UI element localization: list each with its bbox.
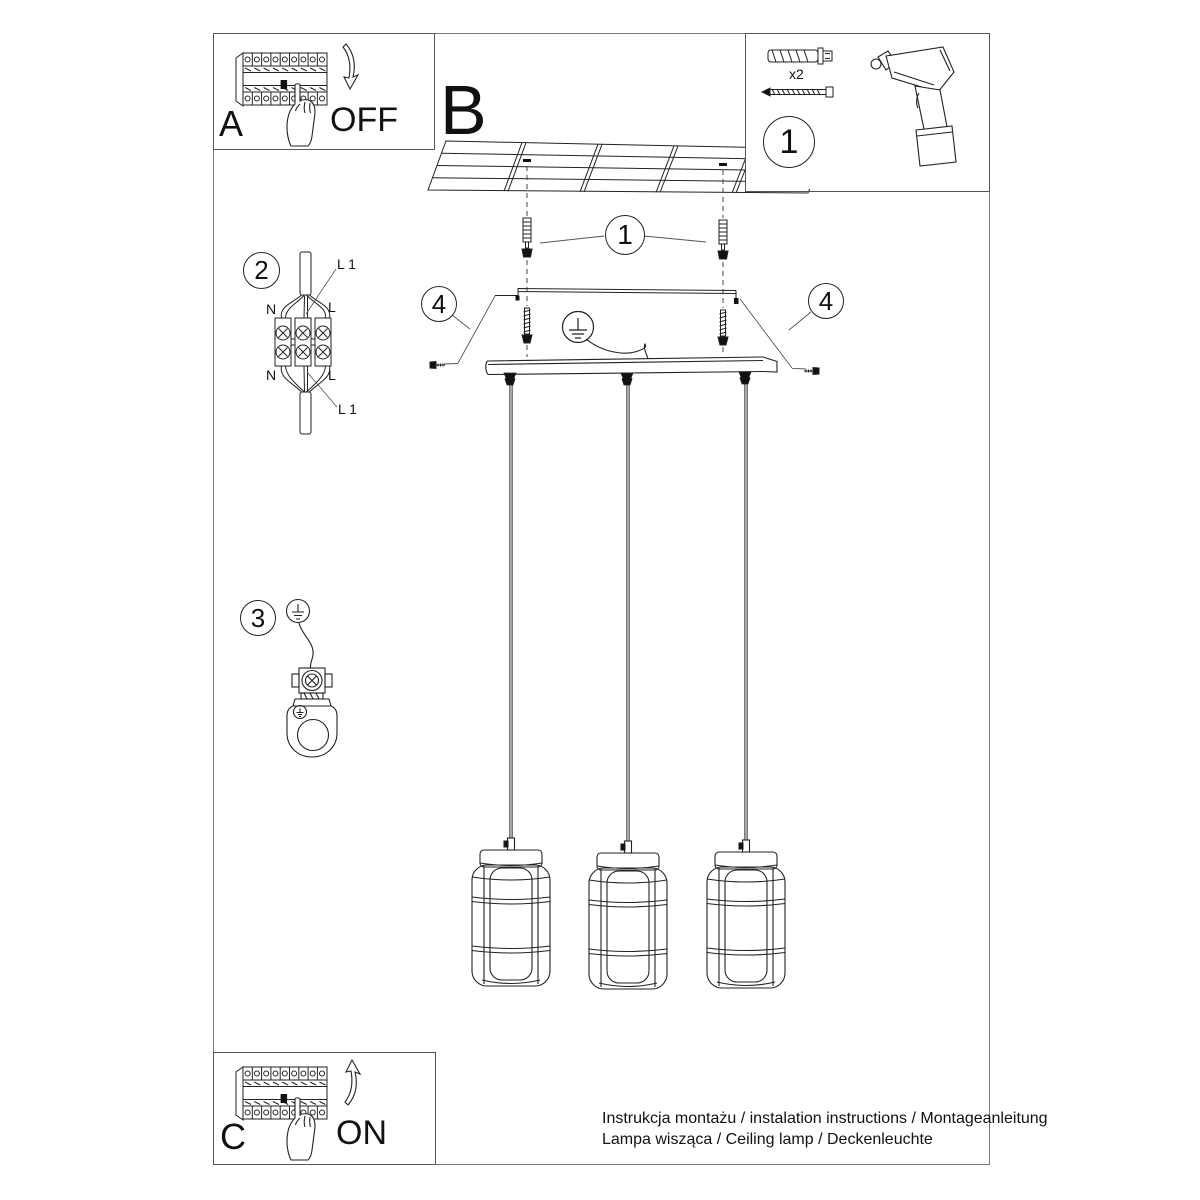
wire-label-l-top: L bbox=[328, 299, 336, 315]
on-label: ON bbox=[336, 1114, 387, 1152]
callout-parts-box-1: 1 bbox=[763, 116, 815, 168]
footer-text bbox=[602, 1109, 1048, 1150]
callout-step-4-left: 4 bbox=[421, 286, 457, 322]
wire-label-l1-bottom: L 1 bbox=[338, 401, 357, 417]
callout-step-4-right: 4 bbox=[808, 283, 844, 319]
parts-box bbox=[745, 33, 990, 192]
step-a-label: A bbox=[219, 103, 244, 144]
wire-label-n-bottom: N bbox=[266, 367, 277, 383]
callout-step-2: 2 bbox=[243, 252, 280, 289]
off-label: OFF bbox=[330, 101, 398, 139]
wire-label-l-bottom: L bbox=[328, 367, 336, 383]
step-c-box bbox=[213, 1052, 436, 1165]
step-c-label: C bbox=[220, 1116, 246, 1157]
wire-label-l1-top: L 1 bbox=[337, 256, 356, 272]
page-frame bbox=[213, 33, 990, 1165]
wire-label-n-top: N bbox=[266, 301, 277, 317]
anchor-quantity-label: x2 bbox=[789, 66, 804, 82]
step-a-box bbox=[213, 33, 435, 150]
footer-line-1: Instrukcja montażu / instalation instructions / Montageanleitung bbox=[602, 1110, 1048, 1127]
step-b-label: B bbox=[440, 71, 487, 149]
callout-step-1: 1 bbox=[605, 215, 645, 255]
footer-line-2: Lampa wisząca / Ceiling lamp / Deckenleuchte bbox=[602, 1130, 933, 1148]
callout-step-3: 3 bbox=[240, 600, 276, 636]
